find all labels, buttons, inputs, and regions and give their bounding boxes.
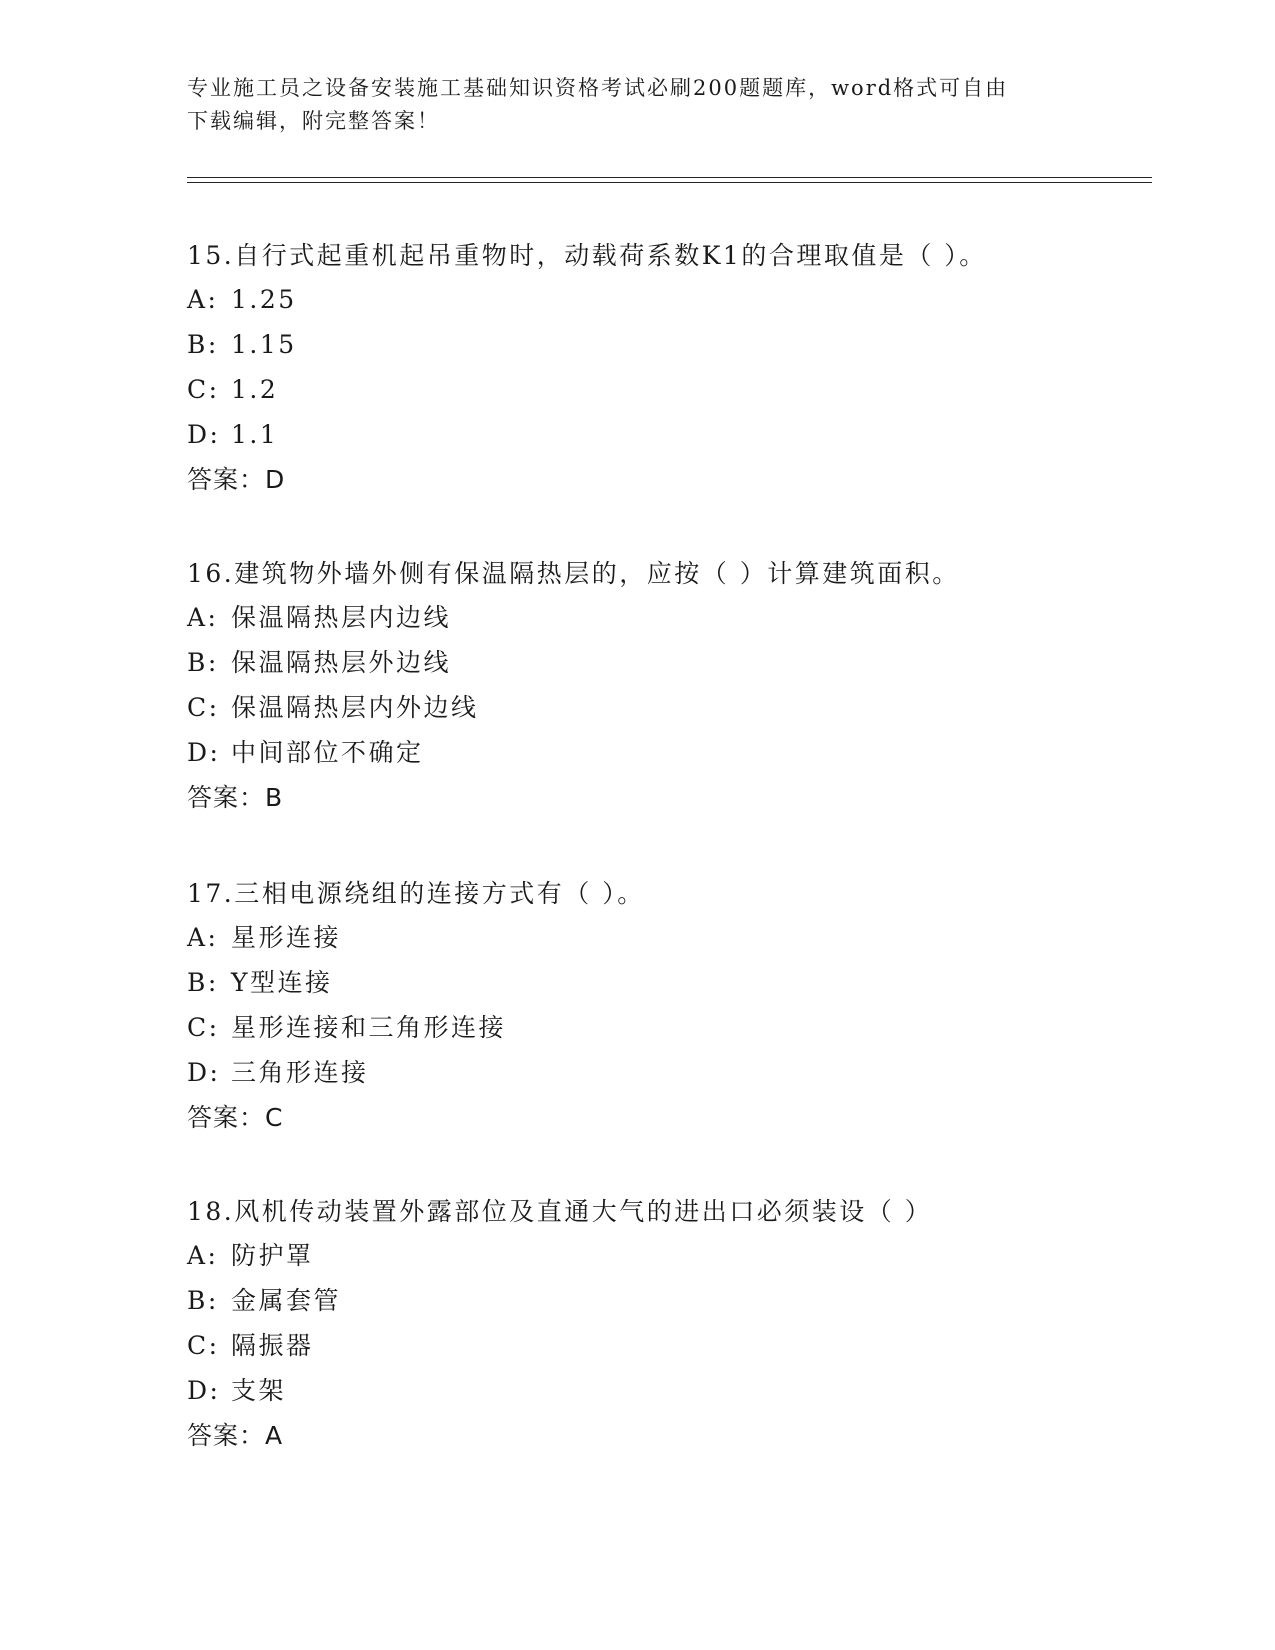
question-17 [187,872,1147,1140]
option-c [187,368,1147,413]
option-text: 保温隔热层内边线 [231,603,452,632]
option-key: B: [187,648,219,677]
option-a [187,596,1147,641]
option-a [187,916,1147,961]
header-divider-top [187,177,1152,178]
option-key: A: [187,285,219,314]
option-key: A: [187,1241,219,1270]
option-key: C: [187,1013,220,1042]
option-key: A: [187,603,219,632]
option-text: 星形连接和三角形连接 [231,1013,507,1042]
option-b [187,961,1147,1006]
option-key: C: [187,693,220,722]
option-text: 金属套管 [231,1286,342,1315]
option-text: 1.25 [231,285,297,314]
option-key: D: [187,1058,221,1087]
header-divider-bottom [187,182,1152,183]
option-text: 1.1 [231,420,279,449]
option-text: 隔振器 [231,1331,314,1360]
answer-label: 答案：D [187,465,286,494]
option-text: 中间部位不确定 [231,738,424,767]
option-a [187,1234,1147,1279]
option-text: 支架 [231,1376,287,1405]
option-text: 保温隔热层外边线 [231,648,452,677]
option-text: 三角形连接 [231,1058,369,1087]
option-a [187,278,1147,323]
document-header [187,72,1087,138]
question-stem: 16.建筑物外墙外侧有保温隔热层的，应按（ ）计算建筑面积。 [187,559,960,588]
option-c [187,1006,1147,1051]
option-d [187,1369,1147,1414]
option-key: C: [187,375,220,404]
option-key: B: [187,330,219,359]
option-text: 1.2 [231,375,279,404]
option-b [187,1279,1147,1324]
answer-label: 答案：C [187,1103,284,1132]
option-key: D: [187,1376,221,1405]
option-d [187,1051,1147,1096]
option-text: 防护罩 [231,1241,314,1270]
option-text: Y型连接 [231,968,333,997]
option-c [187,686,1147,731]
option-d [187,731,1147,776]
question-stem: 18.风机传动装置外露部位及直通大气的进出口必须装设（ ） [187,1197,933,1226]
option-key: B: [187,1286,219,1315]
option-b [187,323,1147,368]
option-key: B: [187,968,219,997]
option-text: 星形连接 [231,923,342,952]
header-line-1: 专业施工员之设备安装施工基础知识资格考试必刷200题题库，word格式可自由 [187,76,1009,100]
question-18 [187,1190,1147,1458]
option-key: D: [187,738,221,767]
option-key: A: [187,923,219,952]
question-stem: 15.自行式起重机起吊重物时，动载荷系数K1的合理取值是（ ）。 [187,241,987,270]
option-text: 1.15 [231,330,297,359]
question-stem: 17.三相电源绕组的连接方式有（ ）。 [187,879,645,908]
option-text: 保温隔热层内外边线 [231,693,479,722]
option-c [187,1324,1147,1369]
option-key: C: [187,1331,220,1360]
question-16 [187,552,1147,820]
answer-label: 答案：A [187,1421,284,1450]
answer-label: 答案：B [187,783,284,812]
question-15 [187,234,1147,502]
header-line-2: 下载编辑，附完整答案！ [187,109,440,133]
option-key: D: [187,420,221,449]
option-d [187,413,1147,458]
option-b [187,641,1147,686]
